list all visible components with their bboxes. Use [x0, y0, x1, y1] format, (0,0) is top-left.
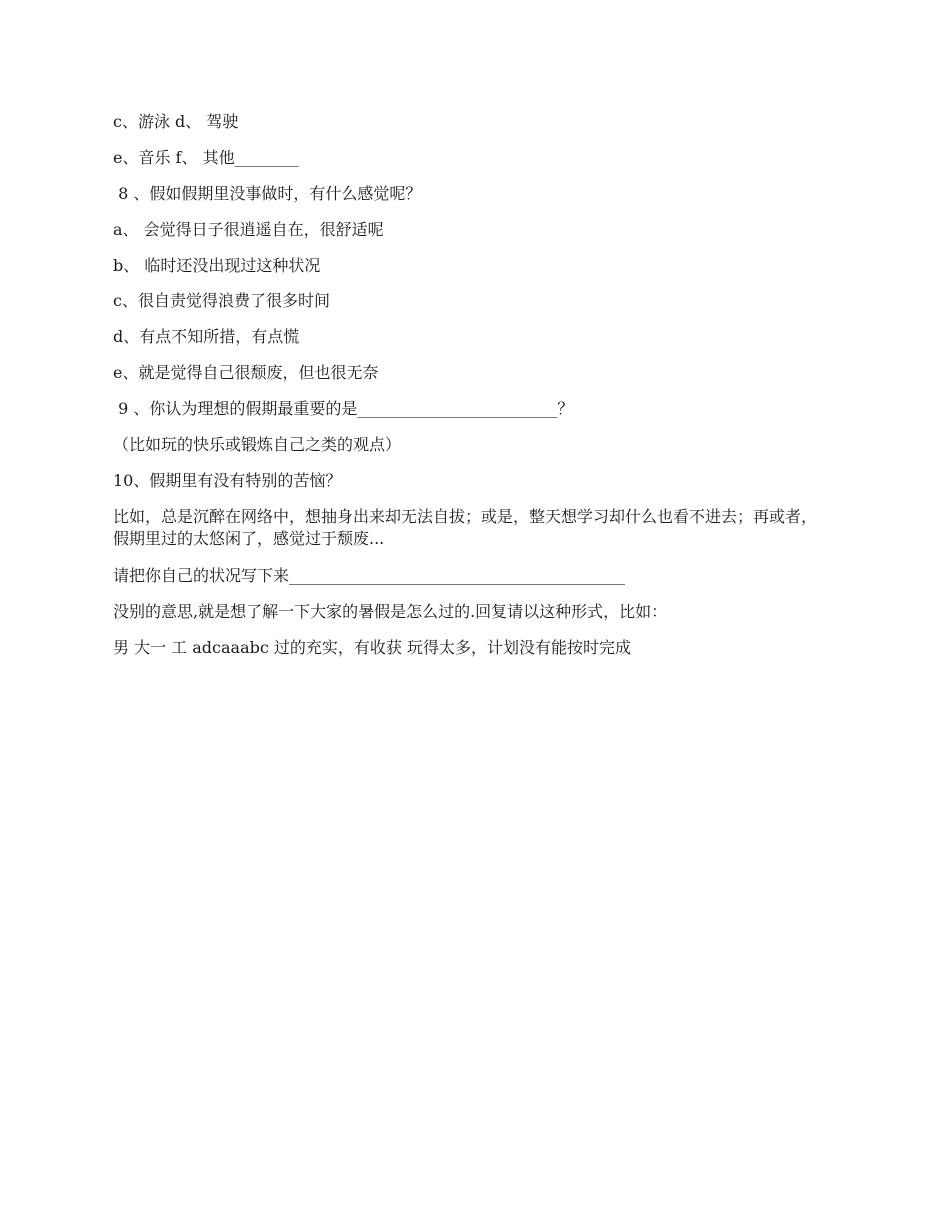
question-9: 9 、你认为理想的假期最重要的是_________________________？ — [113, 399, 574, 418]
option-8a: a、 会觉得日子很逍遥自在，很舒适呢 — [113, 220, 384, 239]
write-situation-prompt: 请把你自己的状况写下来__________________________________________ — [113, 566, 626, 585]
question-10-example: 比如，总是沉醉在网络中，想抽身出来却无法自拔；或是，整天想学习却什么也看不进去；再或者，假期里过的太悠闲了，感觉过于颓废... — [113, 507, 818, 548]
option-line-e-f: e、音乐 f、 其他________ — [113, 148, 299, 167]
question-10: 10、假期里有没有特别的苦恼？ — [113, 471, 342, 490]
option-8d: d、有点不知所措，有点慌 — [113, 327, 300, 346]
option-8e: e、就是觉得自己很颓废，但也很无奈 — [113, 363, 379, 382]
option-line-c-d: c、游泳 d、 驾驶 — [113, 112, 239, 131]
option-8c: c、很自责觉得浪费了很多时间 — [113, 291, 330, 310]
reply-format-note: 没别的意思,就是想了解一下大家的暑假是怎么过的.回复请以这种形式，比如： — [113, 602, 668, 621]
question-9-hint: （比如玩的快乐或锻炼自己之类的观点） — [113, 435, 402, 454]
question-8: 8 、假如假期里没事做时，有什么感觉呢？ — [113, 184, 422, 203]
option-8b: b、 临时还没出现过这种状况 — [113, 256, 321, 275]
reply-example: 男 大一 工 adcaaabc 过的充实，有收获 玩得太多，计划没有能按时完成 — [113, 638, 631, 657]
